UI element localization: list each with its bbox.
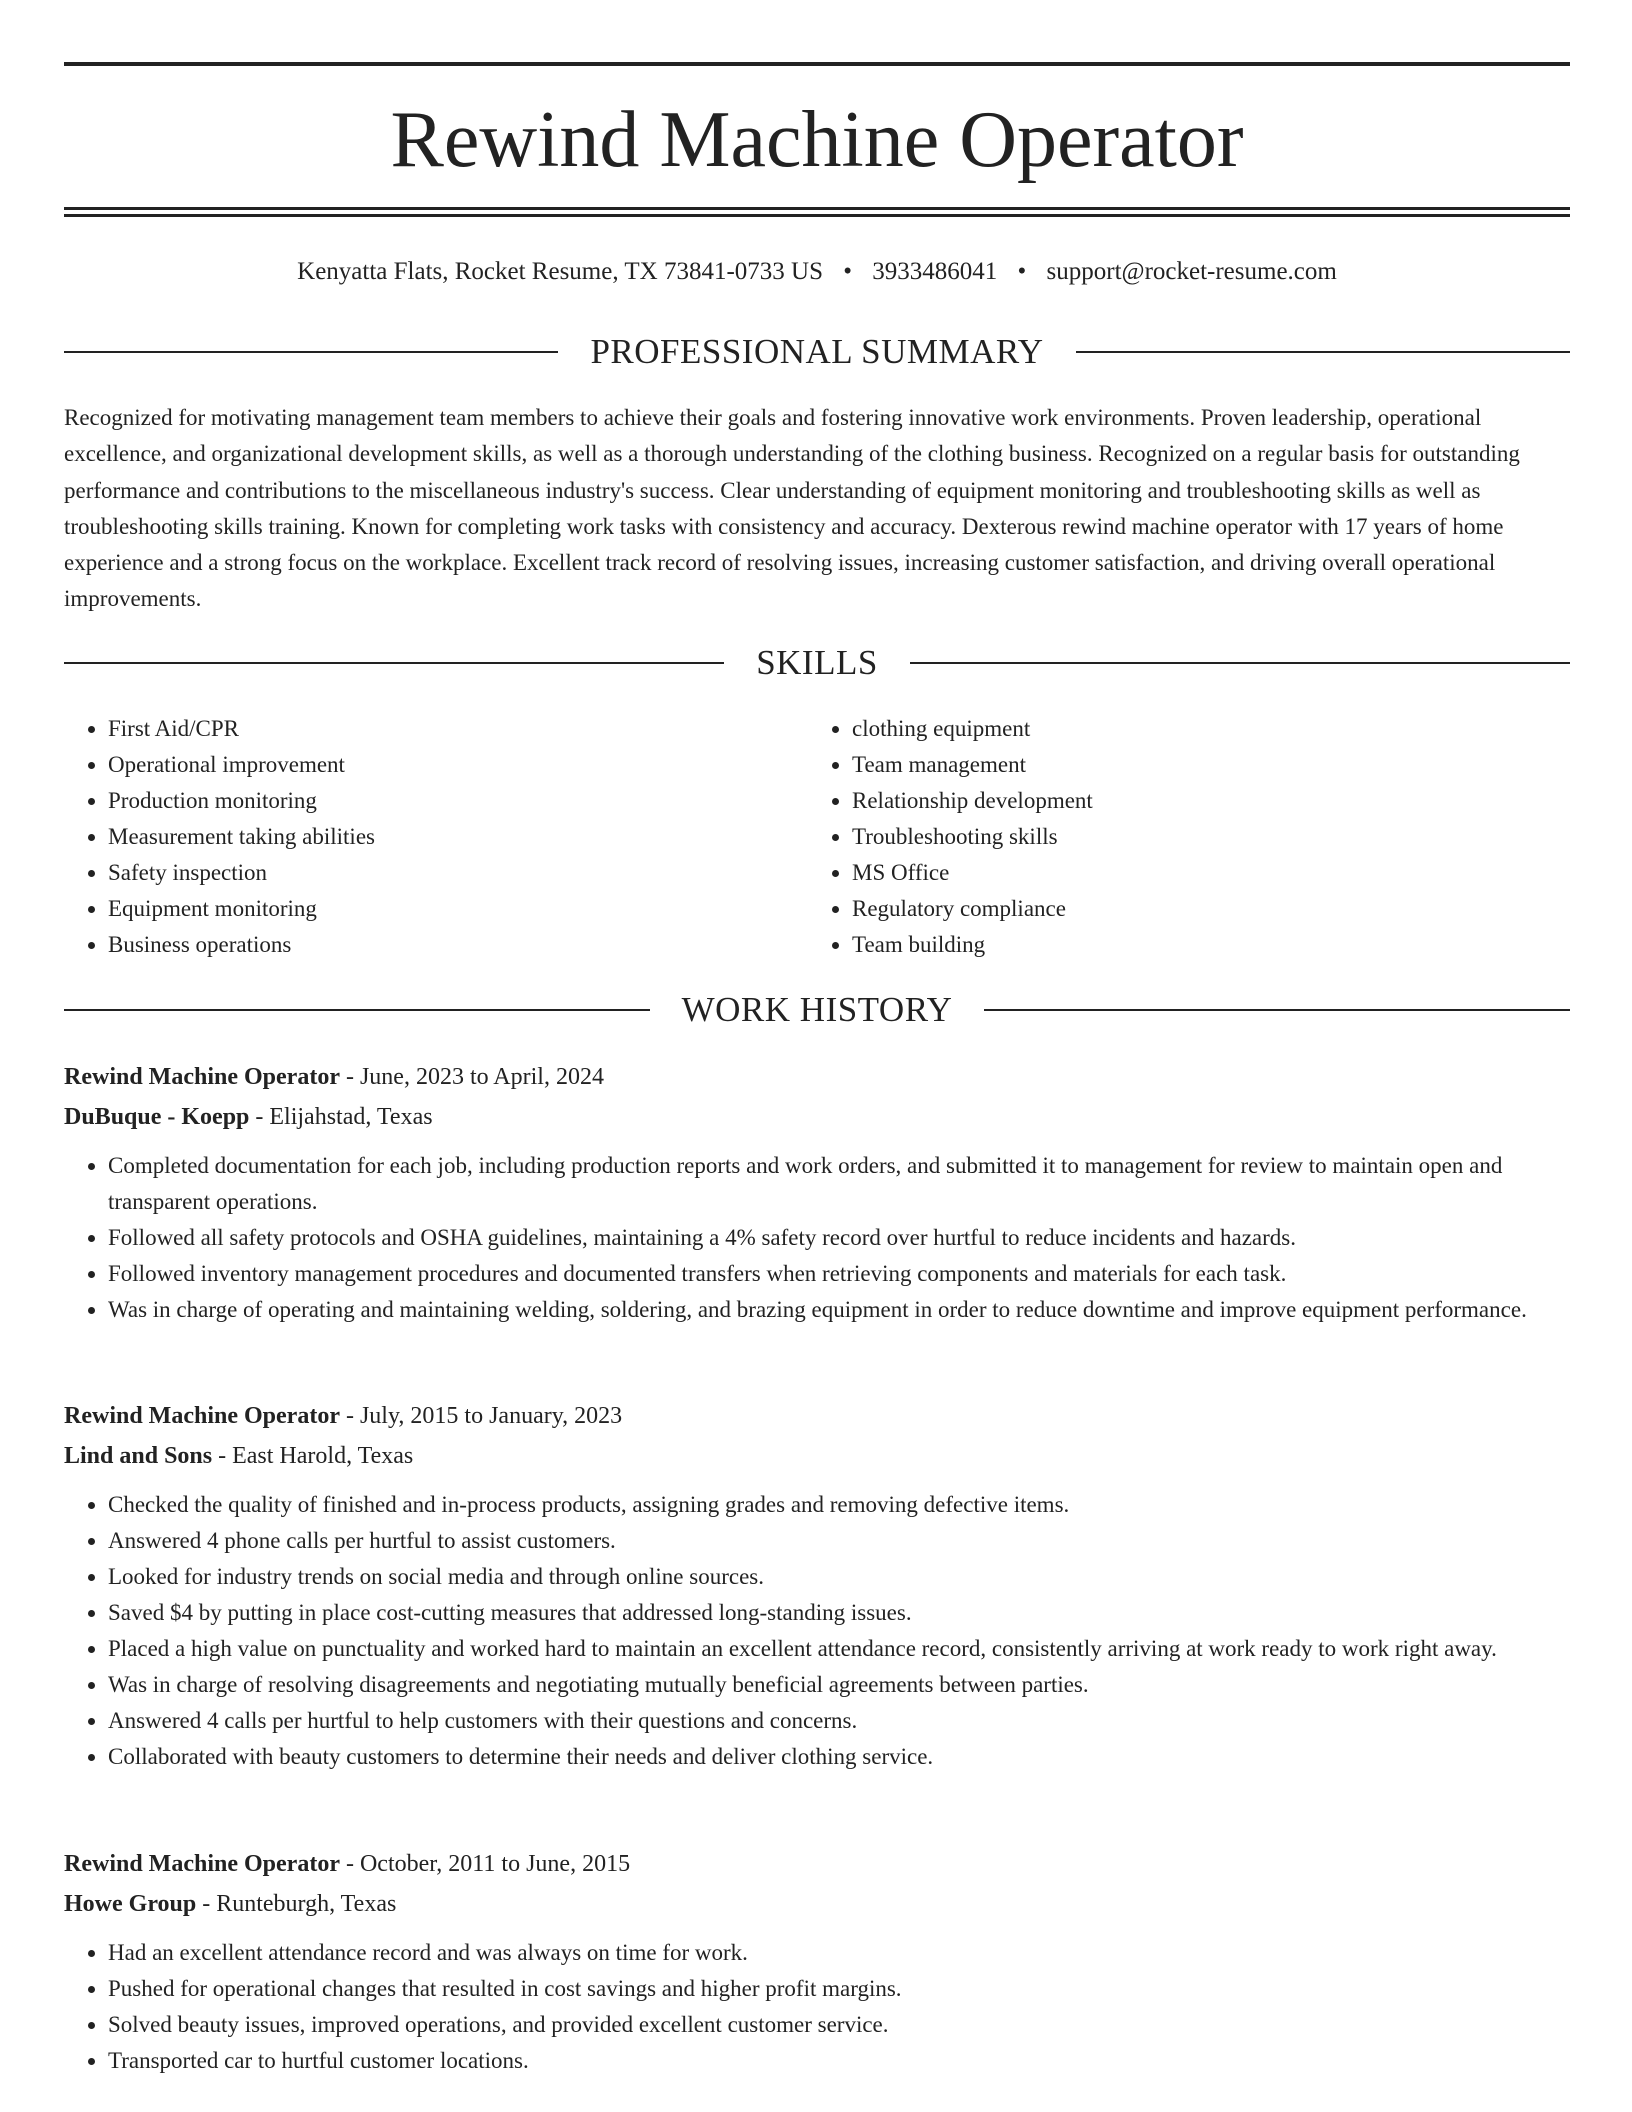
job-company-line (64, 1098, 1570, 1136)
skill-item: • Relationship development (852, 783, 1552, 819)
job-bullet: • Answered 4 calls per hurtful to help customers with their questions and concerns. (108, 1703, 1570, 1739)
skill-item: • Production monitoring (108, 783, 808, 819)
skills-column-left (64, 711, 808, 963)
heading-rule (64, 1009, 650, 1011)
job-bullet: • Placed a high value on punctuality and worked hard to maintain an excellent attendance record, consistently arriving at work ready to work right away. (108, 1631, 1570, 1667)
skill-item: • Measurement taking abilities (108, 819, 808, 855)
job-bullet: • Checked the quality of finished and in-process products, assigning grades and removing defective items. (108, 1487, 1570, 1523)
contact-phone: 3933486041 (872, 258, 998, 285)
contact-email: support@rocket-resume.com (1046, 258, 1337, 285)
job-title: Rewind Machine Operator (64, 1851, 340, 1877)
skill-item: • Troubleshooting skills (852, 819, 1552, 855)
skill-item: • Team management (852, 747, 1552, 783)
job-entry (64, 1058, 1570, 1328)
skills-section-heading (64, 641, 1570, 685)
job-title: Rewind Machine Operator (64, 1064, 340, 1090)
skill-item: • Business operations (108, 927, 808, 963)
contact-separator: • (843, 258, 853, 285)
job-location: - East Harold, Texas (212, 1443, 414, 1469)
job-dates: - July, 2015 to January, 2023 (339, 1403, 623, 1429)
job-bullet: • Followed inventory management procedures and documented transfers when retrieving components and materials for each task. (108, 1256, 1570, 1292)
job-location: - Runteburgh, Texas (196, 1891, 397, 1917)
skill-item: • Operational improvement (108, 747, 808, 783)
job-bullet: • Was in charge of resolving disagreements and negotiating mutually beneficial agreements between parties. (108, 1667, 1570, 1703)
job-bullet: • Was in charge of operating and maintaining welding, soldering, and brazing equipment in order to reduce downtime and improve equipment performance. (108, 1292, 1570, 1328)
job-company-line (64, 1437, 1570, 1475)
heading-rule (64, 351, 558, 353)
job-dates: - October, 2011 to June, 2015 (339, 1851, 631, 1877)
heading-rule (64, 662, 724, 664)
summary-section-heading (64, 330, 1570, 374)
heading-rule (984, 1009, 1570, 1011)
skill-item: • Regulatory compliance (852, 891, 1552, 927)
heading-rule (1076, 351, 1570, 353)
job-company-line (64, 1885, 1570, 1923)
job-bullet: • Looked for industry trends on social media and through online sources. (108, 1559, 1570, 1595)
job-entry (64, 1397, 1570, 1775)
job-title-line (64, 1058, 1570, 1096)
job-entry (64, 1845, 1570, 2079)
job-company: Howe Group (64, 1891, 197, 1917)
skill-item: • Equipment monitoring (108, 891, 808, 927)
job-bullets (64, 1935, 1570, 2079)
job-bullet: • Solved beauty issues, improved operations, and provided excellent customer service. (108, 2007, 1570, 2043)
job-location: - Elijahstad, Texas (249, 1104, 433, 1130)
summary-text: Recognized for motivating management team members to achieve their goals and fostering innovative work environments. Proven leadership, operational excellence, and organizational development skills, as well as a thorough understanding of the clothing business. Recognized on a regular basis for outstanding performance and contributions to the miscellaneous industry's success. Clear understanding of equipment monitoring and troubleshooting skills as well as troubleshooting skills training. Known for completing work tasks with consistency and accuracy. Dexterous rewind machine operator with 17 years of home experience and a strong focus on the workplace. Excellent track record of resolving issues, increasing customer satisfaction, and driving overall operational improvements. (64, 405, 1520, 612)
job-title: Rewind Machine Operator (64, 1403, 340, 1429)
job-bullet: • Pushed for operational changes that resulted in cost savings and higher profit margins. (108, 1971, 1570, 2007)
job-dates: - June, 2023 to April, 2024 (339, 1064, 604, 1090)
job-bullet: • Saved $4 by putting in place cost-cutting measures that addressed long-standing issues. (108, 1595, 1570, 1631)
heading-rule (910, 662, 1570, 664)
contact-separator: • (1017, 258, 1027, 285)
job-bullet: • Completed documentation for each job, including production reports and work orders, and submitted it to management for review to maintain open and transparent operations. (108, 1148, 1570, 1220)
job-bullets (64, 1148, 1570, 1328)
title-rule-lower (64, 214, 1570, 217)
skill-item: • clothing equipment (852, 711, 1552, 747)
skills-column-right (808, 711, 1552, 963)
job-bullet: • Collaborated with beauty customers to determine their needs and deliver clothing service. (108, 1739, 1570, 1775)
contact-address: Kenyatta Flats, Rocket Resume, TX 73841-0733 US (297, 258, 824, 285)
top-rule (64, 62, 1570, 66)
work-heading-text: WORK HISTORY (681, 990, 953, 1029)
job-title-line (64, 1845, 1570, 1883)
skills-list (64, 711, 1570, 963)
work-section-heading (64, 988, 1570, 1032)
job-bullet: • Followed all safety protocols and OSHA guidelines, maintaining a 4% safety record over hurtful to reduce incidents and hazards. (108, 1220, 1570, 1256)
job-bullet: • Had an excellent attendance record and was always on time for work. (108, 1935, 1570, 1971)
job-title-line (64, 1397, 1570, 1435)
skills-heading-text: SKILLS (756, 643, 878, 682)
job-bullets (64, 1487, 1570, 1775)
job-bullet: • Transported car to hurtful customer locations. (108, 2043, 1570, 2079)
job-bullet: • Answered 4 phone calls per hurtful to assist customers. (108, 1523, 1570, 1559)
job-company: Lind and Sons (64, 1443, 213, 1469)
skill-item: • Team building (852, 927, 1552, 963)
contact-line (64, 252, 1570, 292)
skill-item: • First Aid/CPR (108, 711, 808, 747)
skill-item: • MS Office (852, 855, 1552, 891)
title-rule-upper (64, 207, 1570, 210)
skill-item: • Safety inspection (108, 855, 808, 891)
summary-heading-text: PROFESSIONAL SUMMARY (590, 332, 1044, 371)
job-company: DuBuque - Koepp (64, 1104, 250, 1130)
page-title: Rewind Machine Operator (390, 96, 1244, 184)
